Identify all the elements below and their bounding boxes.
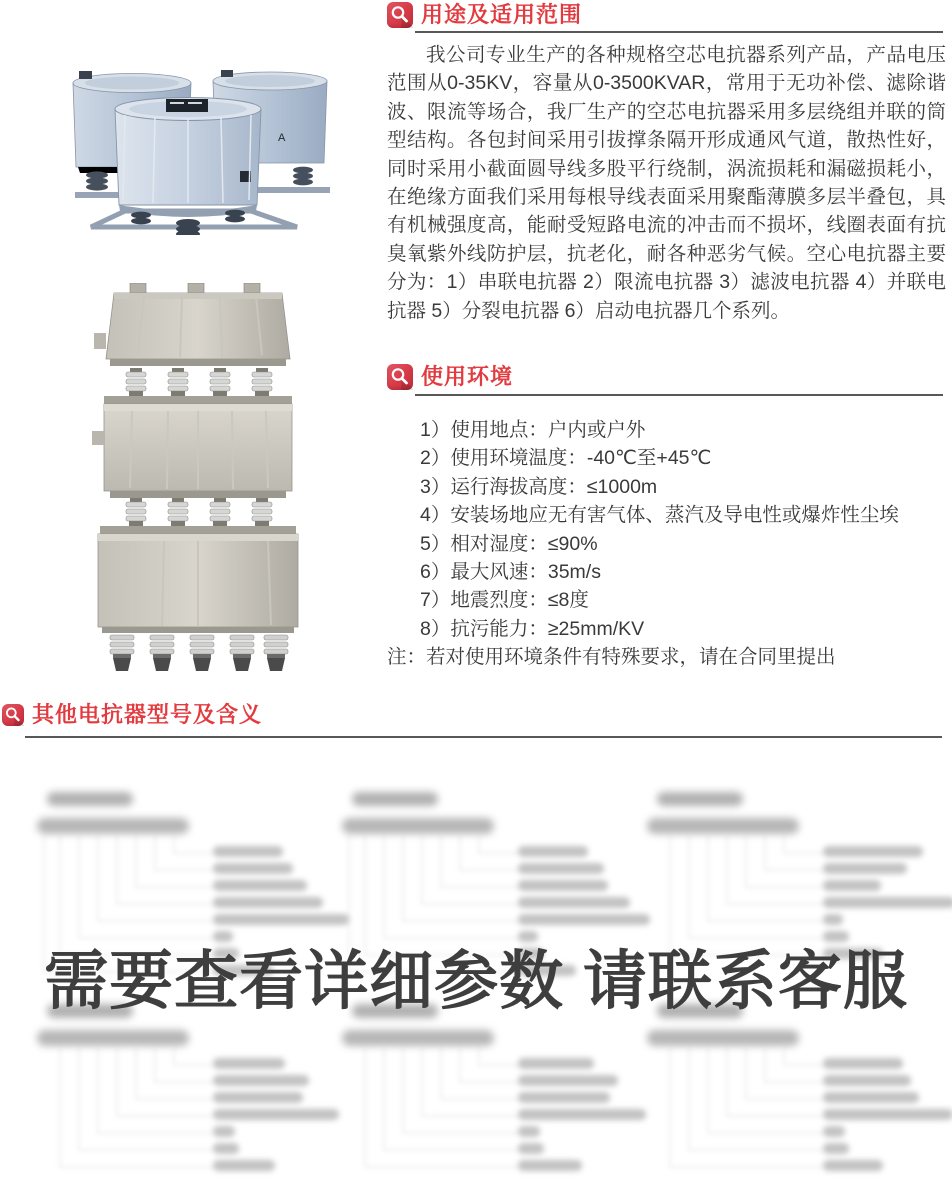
section-title-usage: 用途及适用范围 bbox=[421, 2, 583, 27]
env-list-item: 8）抗污能力：≥25mm/KV bbox=[420, 617, 645, 640]
contact-watermark: 需要查看详细参数 请联系客服 bbox=[44, 945, 908, 1017]
section-title-models: 其他电抗器型号及含义 bbox=[32, 702, 263, 727]
env-list-item: 3）运行海拔高度：≤1000m bbox=[420, 475, 658, 498]
env-list-item: 1）使用地点：户内或户外 bbox=[420, 419, 646, 441]
environment-note: 注：若对使用环境条件有特殊要求，请在合同里提出 bbox=[387, 646, 836, 668]
section-title-environment: 使用环境 bbox=[421, 364, 514, 389]
env-list-item: 2）使用环境温度：-40℃至+45℃ bbox=[420, 447, 712, 470]
env-list-item: 6）最大风速：35m/s bbox=[420, 561, 601, 584]
svg-text:A: A bbox=[278, 132, 286, 144]
env-list-item: 4）安装场地应无有害气体、蒸汽及导电性或爆炸性尘埃 bbox=[420, 504, 899, 527]
usage-paragraph: 我公司专业生产的各种规格空芯电抗器系列产品，产品电压范围从0-35KV，容量从0-3500KVAR，常用于无功补偿、滤除谐波、限流等场合，我厂生产的空芯电抗器采用多层绕组并联的筒型结构。各包封间采用引拔撑条隔开形成通风气道，散热性好，同时采用小截面圆导线多股平行绕制，涡流损耗和漏磁损耗小，在绝缘方面我们采用每根导线表面采用聚酯薄膜多层半叠包，具有机械强度高，能耐受短路电流的冲击而不损坏，线圈表面有抗臭氧紫外线防护层，抗老化，耐各种恶劣气候。空心电抗器主要分为：1）串联电抗器 2）限流电抗器 3）滤波电抗器 4）并联电抗器 5）分裂电抗器 6）启动电抗器几个系列。 bbox=[387, 44, 946, 322]
env-list-item: 5）相对湿度：≤90% bbox=[420, 532, 598, 555]
env-list-item: 7）地震烈度：≤8度 bbox=[420, 589, 589, 612]
blurred-model-diagram bbox=[35, 1000, 340, 1183]
blurred-model-diagram bbox=[645, 1000, 950, 1183]
blurred-model-diagram bbox=[340, 1000, 645, 1183]
